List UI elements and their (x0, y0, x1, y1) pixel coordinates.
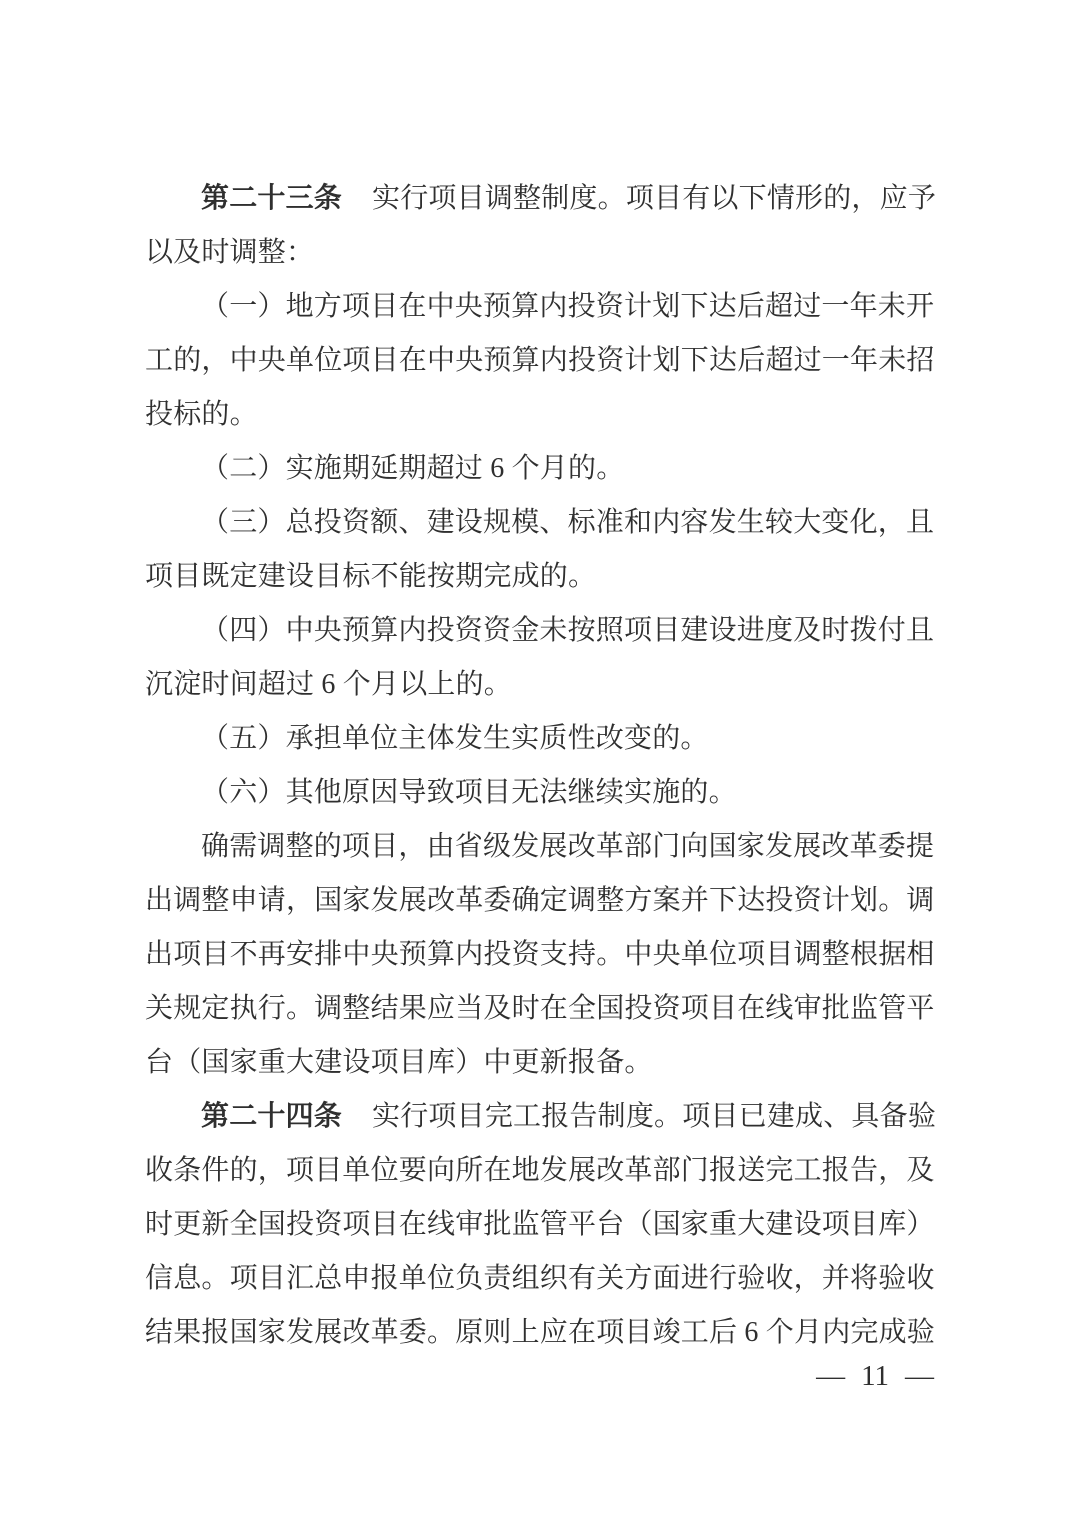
text-line (145, 496, 940, 550)
line-text: 出调整申请，国家发展改革委确定调整方案并下达投资计划。调 (145, 885, 935, 916)
text-line (145, 874, 940, 928)
line-text: （三）总投资额、建设规模、标准和内容发生较大变化，且 (201, 507, 935, 538)
line-text: 实行项目调整制度。项目有以下情形的，应予 (372, 183, 937, 214)
line-text: 台（国家重大建设项目库）中更新报备。 (145, 1047, 653, 1078)
line-text: 投标的。 (145, 399, 258, 430)
text-line (145, 388, 940, 442)
line-text: 沉淀时间超过 6 个月以上的。 (145, 669, 513, 700)
line-text: （二）实施期延期超过 6 个月的。 (201, 453, 625, 484)
text-line (145, 928, 940, 982)
line-text: 收条件的，项目单位要向所在地发展改革部门报送完工报告，及 (145, 1155, 935, 1186)
text-line (145, 442, 940, 496)
document-body (145, 172, 940, 1360)
text-line (145, 982, 940, 1036)
line-text: 关规定执行。调整结果应当及时在全国投资项目在线审批监管平 (145, 993, 935, 1024)
line-text: （六）其他原因导致项目无法继续实施的。 (201, 777, 737, 808)
page-number: 11 (861, 1360, 889, 1392)
line-text: 工的，中央单位项目在中央预算内投资计划下达后超过一年未招 (145, 345, 935, 376)
text-line (145, 1198, 940, 1252)
text-line (145, 172, 940, 226)
line-text: 时更新全国投资项目在线审批监管平台（国家重大建设项目库） (145, 1209, 935, 1240)
text-line (145, 280, 940, 334)
text-line (145, 820, 940, 874)
line-text: 项目既定建设目标不能按期完成的。 (145, 561, 597, 592)
line-text: 确需调整的项目，由省级发展改革部门向国家发展改革委提 (201, 831, 935, 862)
text-line (145, 766, 940, 820)
text-line (145, 604, 940, 658)
text-line (145, 226, 940, 280)
line-text: 信息。项目汇总申报单位负责组织有关方面进行验收，并将验收 (145, 1263, 935, 1294)
text-line (145, 658, 940, 712)
text-line (145, 1144, 940, 1198)
footer-right-dash: — (905, 1360, 934, 1392)
line-text: （一）地方项目在中央预算内投资计划下达后超过一年未开 (201, 291, 935, 322)
line-text: （四）中央预算内投资资金未按照项目建设进度及时拨付且 (201, 615, 935, 646)
text-line (145, 550, 940, 604)
page-footer (816, 1352, 934, 1400)
text-line (145, 712, 940, 766)
line-text: 出项目不再安排中央预算内投资支持。中央单位项目调整根据相 (145, 939, 935, 970)
line-text: 实行项目完工报告制度。项目已建成、具备验 (372, 1101, 937, 1132)
line-text: 结果报国家发展改革委。原则上应在项目竣工后 6 个月内完成验 (145, 1317, 936, 1348)
text-line (145, 334, 940, 388)
line-text: 以及时调整： (145, 237, 315, 268)
text-line (145, 1090, 940, 1144)
footer-left-dash: — (816, 1360, 846, 1392)
article-heading: 第二十四条 (201, 1101, 343, 1132)
article-heading: 第二十三条 (201, 183, 343, 214)
line-text: （五）承担单位主体发生实质性改变的。 (201, 723, 709, 754)
text-line (145, 1252, 940, 1306)
text-line (145, 1036, 940, 1090)
